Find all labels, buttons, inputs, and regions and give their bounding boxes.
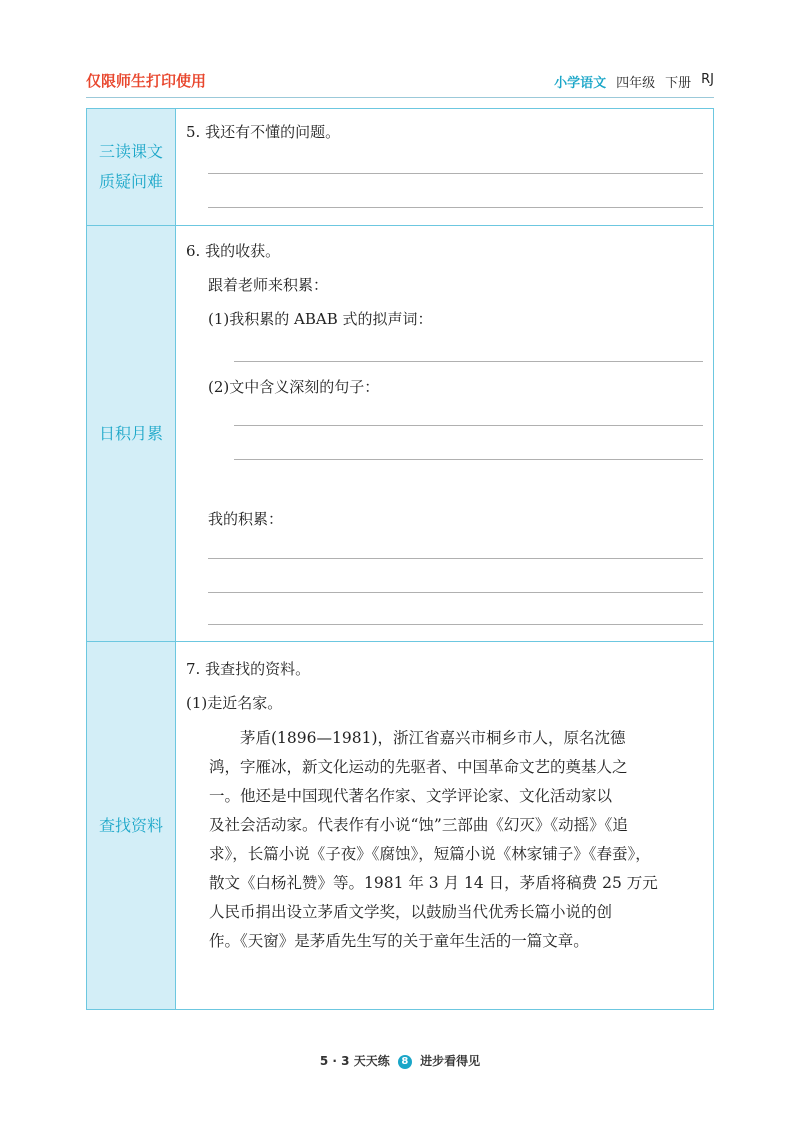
writing-line[interactable] (208, 558, 703, 559)
footer-slogan: 进步看得见 (420, 1054, 481, 1068)
section-content (176, 642, 713, 1009)
section-label (87, 226, 176, 642)
header-volume: 下册 (665, 76, 692, 91)
writing-line[interactable] (234, 459, 703, 460)
writing-line[interactable] (208, 173, 703, 174)
sub-question-1: (1)走近名家。 (186, 694, 283, 712)
sub-question-1: (1)我积累的 ABAB 式的拟声词： (208, 310, 433, 328)
writing-line[interactable] (208, 624, 703, 625)
header-edition: RJ (701, 72, 714, 87)
intro-text: 跟着老师来积累： (208, 276, 329, 294)
question-6: 6. 我的收获。 (186, 242, 281, 260)
footer-brand: 5 · 3 天天练 (319, 1054, 390, 1068)
paragraph-line: 求》，长篇小说《子夜》《腐蚀》，短篇小说《林家铺子》《春蚕》， (209, 845, 651, 863)
writing-line[interactable] (208, 207, 703, 208)
paragraph-line: 鸿，字雁冰，新文化运动的先驱者、中国革命文艺的奠基人之 (209, 758, 628, 776)
header-divider (86, 97, 714, 98)
section-label-line: 查找资料 (98, 815, 163, 835)
sub-question-2: (2)文中含义深刻的句子： (208, 378, 380, 396)
paragraph-line: 及社会活动家。代表作有小说“蚀”三部曲《幻灭》《动摇》《追 (209, 816, 628, 834)
paragraph-line: 作。《天窗》是茅盾先生写的关于童年生活的一篇文章。 (209, 932, 589, 950)
section-label (87, 642, 176, 1009)
paragraph-line: 茅盾(1896—1981)，浙江省嘉兴市桐乡市人，原名沈德 (209, 729, 626, 747)
section-label-line: 日积月累 (98, 424, 163, 443)
author-paragraph (209, 724, 699, 956)
worksheet-table (86, 108, 714, 1010)
section-research (87, 641, 713, 1009)
writing-line[interactable] (234, 425, 703, 426)
question-7: 7. 我查找的资料。 (186, 660, 311, 678)
section-content (176, 226, 713, 642)
paragraph-line: 散文《白杨礼赞》等。1981 年 3 月 14 日，茅盾将稿费 25 万元 (209, 874, 658, 892)
section-accumulation (87, 225, 713, 642)
question-5: 5. 我还有不懂的问题。 (186, 123, 341, 141)
my-accumulation-label: 我的积累： (208, 510, 284, 528)
section-content (176, 109, 713, 225)
header-right (554, 72, 714, 91)
writing-line[interactable] (234, 361, 703, 362)
section-label (87, 109, 176, 225)
header-left-note: 仅限师生打印使用 (86, 72, 207, 90)
section-questions (87, 109, 713, 225)
paragraph-line: 人民币捐出设立茅盾文学奖，以鼓励当代优秀长篇小说的创 (209, 903, 613, 921)
paragraph-line: 一。他还是中国现代著名作家、文学评论家、文化活动家以 (209, 787, 613, 805)
footer (0, 1052, 800, 1069)
footer-badge: 8 (398, 1055, 412, 1069)
section-label-line: 质疑问难 (98, 172, 163, 191)
section-label-line: 三读课文 (98, 142, 163, 161)
header-subject: 小学语文 (554, 76, 607, 91)
header-grade: 四年级 (616, 76, 656, 91)
writing-line[interactable] (208, 592, 703, 593)
